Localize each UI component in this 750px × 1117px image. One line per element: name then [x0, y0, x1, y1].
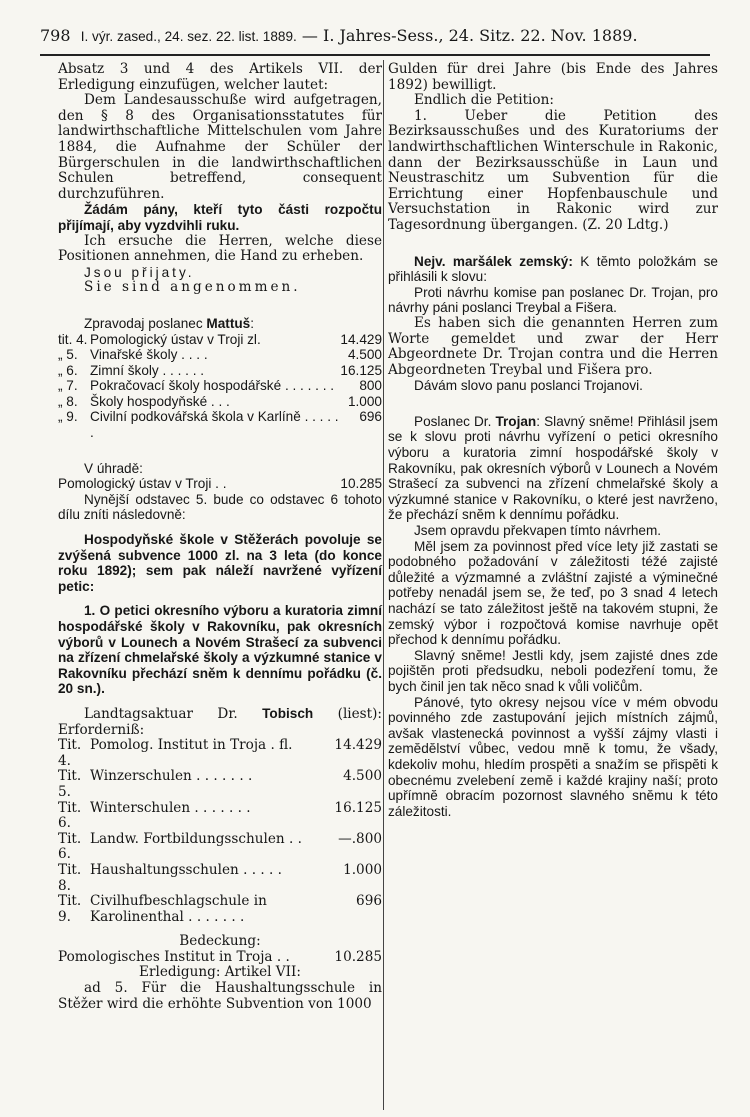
- item-label: Pomologický ústav v Troji zl.: [90, 331, 261, 347]
- give-floor: Dávám slovo panu poslanci Trojanovi.: [414, 378, 643, 394]
- budget-row: [58, 801, 382, 832]
- page-number: 798: [40, 26, 71, 45]
- german-request: Ich ersuche die Herren, welche diese Positionen annehmen, die Hand zu erheben.: [58, 232, 382, 265]
- budget-row: [58, 378, 382, 394]
- budget-row: [58, 832, 382, 863]
- actuary-line: [58, 706, 382, 738]
- cover-czech-label: V úhradě:: [84, 460, 143, 476]
- item-amount: 14.429: [334, 737, 382, 754]
- header-rule: [40, 54, 710, 56]
- item-prefix: Tit. 8.: [58, 861, 82, 894]
- resolution-paragraph: Dem Landesausschuße wird aufgetragen, den § 8 des Organisationsstatutes für landwirthschaftliche Mittelschulen vom Jahre 1884, die Aufnahme der Schüler der Bürgerschulen in die landwirthschaftlichen Schulen betreffend, consequent durchzuführen.: [58, 92, 382, 202]
- cover-czech-amount: 10.285: [340, 476, 382, 492]
- continued-paragraph: Gulden für drei Jahre (bis Ende des Jahres 1892) bewilligt.: [388, 61, 718, 93]
- item-amount: 696: [356, 893, 382, 910]
- budget-row: [58, 863, 382, 894]
- item-amount: 16.125: [340, 362, 382, 378]
- item-amount: 4.500: [347, 347, 382, 363]
- item-label: Civilní podkovářská škola v Karlíně . . . . . .: [90, 409, 339, 441]
- intro-paragraph: Absatz 3 und 4 des Artikels VII. der Erledigung einzufügen, welcher lautet:: [58, 61, 382, 93]
- item-label: Winterschulen . . . . . . .: [90, 799, 251, 816]
- item-label: Civilhufbeschlagschule in Karolinenthal . . . . . . .: [90, 893, 267, 925]
- budget-row: [58, 894, 382, 925]
- item-label: Pomolog. Institut in Troja . fl.: [90, 737, 293, 754]
- item-prefix: Tit. 6.: [58, 799, 82, 832]
- budget-row: [58, 738, 382, 769]
- cover-german-amount: 10.285: [334, 948, 382, 965]
- cover-czech-row: [58, 476, 382, 492]
- actuary-rest: (liest): Erforderniß:: [58, 705, 383, 738]
- item-prefix: Tit. 4.: [58, 737, 82, 769]
- item-amount: —.800: [338, 830, 382, 847]
- marshal-label: Nejv. maršálek zemský:: [414, 253, 573, 269]
- item-label: Pokračovací školy hospodářské . . . . . . .: [90, 378, 335, 394]
- czech-subsidy: Hospodyňské škole v Stěžerách povoluje se zvýšená subvence 1000 zl. na 3 leta (do konce roku 1892); sem pak náleží navržené vyřízení petic:: [58, 532, 382, 594]
- actuary-label: Landtagsaktuar Dr.: [84, 705, 238, 722]
- marshal-paragraph: [388, 254, 718, 285]
- rapporteur-line: Zpravodaj poslanec Mattuš:: [84, 315, 255, 331]
- page-header: [40, 26, 715, 47]
- budget-row: [58, 409, 382, 440]
- marshal-text: K tĕmto položkám se přihlásili k slovu:: [388, 253, 718, 285]
- item-amount: 1.000: [347, 393, 382, 409]
- item-amount: 1.000: [343, 861, 382, 878]
- trojan-speech-3: Mĕl jsem za povinnost před více lety již zastati se podobného požadování v záležitosti téžé zajisté důležité a výzmamné a zvláštní zajisté a výminečné potřeby nenadál jsem se, že teď, po 3 snad 4 letech nachází se tato záležitost ještĕ na takovém stupni, že zemský výbor i rozpočtová komise navrhuje opĕt přechod k dennímu pořádku.: [388, 538, 718, 648]
- item-prefix: „ 6.: [58, 362, 78, 378]
- cover-german-row: [58, 950, 382, 966]
- item-amount: 14.429: [340, 331, 382, 347]
- rapporteur-name: Mattuš: [206, 315, 251, 331]
- item-label: Vinařské školy . . . .: [90, 347, 208, 363]
- accepted-german: Sie sind angenommen.: [84, 279, 301, 296]
- german-disposal: Erledigung: Artikel VII:: [139, 964, 301, 981]
- item-amount: 800: [359, 378, 382, 394]
- czech-petition: 1. O petici okresního výboru a kuratoria zimní hospodářské školy v Rakovníku, pak okresních výborů v Lounech a Novém Strašecí za subvenci na zřízení chmelařské školy a výzkumné stanice v Rakovníku přechází sněm k dennímu pořádku (č. 20 sn.).: [58, 603, 382, 697]
- budget-row: [58, 363, 382, 379]
- actuary-name: Tobisch: [262, 705, 314, 721]
- cover-german-label: Bedeckung:: [179, 933, 261, 950]
- item-label: Zimní školy . . . . . .: [90, 362, 205, 378]
- item-label: Školy hospodyňské . . .: [90, 393, 230, 409]
- header-czech: I. výr. zased., 24. sez. 22. list. 1889.: [80, 29, 297, 44]
- right-column: [388, 62, 718, 819]
- item-prefix: „ 9.: [58, 409, 78, 425]
- item-amount: 16.125: [334, 799, 382, 816]
- item-prefix: Tit. 9.: [58, 893, 82, 925]
- item-prefix: „ 8.: [58, 393, 78, 409]
- trojan-label: Poslanec Dr.: [414, 413, 492, 429]
- item-label: Landw. Fortbildungsschulen . .: [90, 830, 302, 847]
- trojan-speech-5: Pánové, tyto okresy nejsou více v mém obvodu povinného zde zastupování jejich místních zájmů, avšak vlastenecká povinnost a vyšší zájmy vlasti i zemĕdĕlství vůbec, vedou mnĕ k tomu, že všady, kdekoliv mohu, hledím prospĕti a snažím se přispĕti k obecnému zvelebení zemĕ i každé krajiny naší; proto upřímnĕ obracím pozornost slavného snĕmu k této záležitosti.: [388, 694, 718, 819]
- cover-german-item: Pomologisches Institut in Troja . .: [58, 948, 290, 965]
- against-czech: Proti návrhu komise pan poslanec Dr. Trojan, pro návrhy páni poslanci Treybal a Fišera.: [388, 284, 718, 316]
- left-column: [58, 62, 382, 1012]
- item-prefix: Tit. 6.: [58, 830, 82, 863]
- item-prefix: tit. 4.: [58, 331, 88, 347]
- budget-row: [58, 332, 382, 348]
- german-ad5: ad 5. Für die Haushaltungsschule in Stěžer wird die erhöhte Subvention von 1000: [58, 980, 382, 1012]
- item-prefix: „ 5.: [58, 347, 78, 363]
- czech-budget-table: [58, 332, 382, 441]
- trojan-speech-4: Slavný snĕme! Jestli kdy, jsem zajisté dnes zde pojištĕn proti předsudku, neboli podezření tomu, že bych činil jen tak nĕco snad k vůli voličům.: [388, 647, 718, 694]
- trojan-speech-2: Jsem opravdu překvapen tímto návrhem.: [414, 523, 662, 539]
- german-budget-table: [58, 738, 382, 925]
- czech-section-5: Nynější odstavec 5. bude co odstavec 6 tohoto dílu zníti následovně:: [58, 491, 382, 523]
- german-speakers: Es haben sich die genannten Herren zum Worte gemeldet und zwar der Herr Abgeordnete Dr. Trojan contra und die Herren Abgeordneten Treybal und Fišera pro.: [388, 314, 718, 378]
- item-amount: 696: [359, 409, 382, 425]
- budget-row: [58, 394, 382, 410]
- item-amount: 4.500: [343, 768, 382, 785]
- item-prefix: Tit. 5.: [58, 768, 82, 800]
- cover-czech-item: Pomologický ústav v Troji . .: [58, 476, 227, 492]
- item-label: Haushaltungsschulen . . . . .: [90, 861, 283, 878]
- trojan-text-1: Slavný snĕme! Přihlásil jsem se k slovu proti návrhu vyřízení o petici okresního výboru a kuratoria zimní hospodářské školy v Rakovníku, pak okresních výborů v Lounech a Novém Strašecí za subvenci na zřízení chmelařské školy a výzkumné stanice v Rakovníku, o které jest navrženo, že přechází snĕm k dennímu pořádku.: [388, 413, 718, 523]
- trojan-speech-1: Poslanec Dr. Trojan: Slavný snĕme! Přihlásil jsem se k slovu proti návrhu vyřízení o petici okresního výboru a kuratoria zimní hospodářské školy v Rakovníku, pak okresních výborů v Lounech a Novém Strašecí za subvenci na zřízení chmelařské školy a výzkumné stanice v Rakovníku, o které jest navrženo, že přechází snĕm k dennímu pořádku.: [388, 413, 718, 523]
- finally-petition: Endlich die Petition:: [414, 92, 554, 109]
- budget-row: [58, 347, 382, 363]
- czech-request: Žádám pány, kteří tyto části rozpočtu přijímají, aby vyzdvihli ruku.: [58, 202, 382, 233]
- item-prefix: „ 7.: [58, 378, 78, 394]
- column-divider: [383, 60, 384, 1110]
- rapporteur-label: Zpravodaj poslanec: [84, 315, 203, 331]
- german-petition: 1. Ueber die Petition des Bezirksausschußes und des Kuratoriums der landwirthschaftlichen Winterschule in Rakonic, dann der Bezirksausschüße in Laun und Neustraschitz um Subvention für die Errichtung einer Hopfenbauschule und Versuchstation in Rakonic wird zur Tagesordnung übergangen. (Z. 20 Ldtg.): [388, 107, 718, 233]
- trojan-name: Trojan: [495, 413, 537, 429]
- header-separator: —: [301, 26, 318, 45]
- header-german: I. Jahres-Sess., 24. Sitz. 22. Nov. 1889.: [323, 26, 638, 45]
- budget-row: [58, 769, 382, 800]
- item-label: Winzerschulen . . . . . . .: [90, 768, 253, 785]
- accepted-czech: Jsou přijaty.: [84, 264, 195, 280]
